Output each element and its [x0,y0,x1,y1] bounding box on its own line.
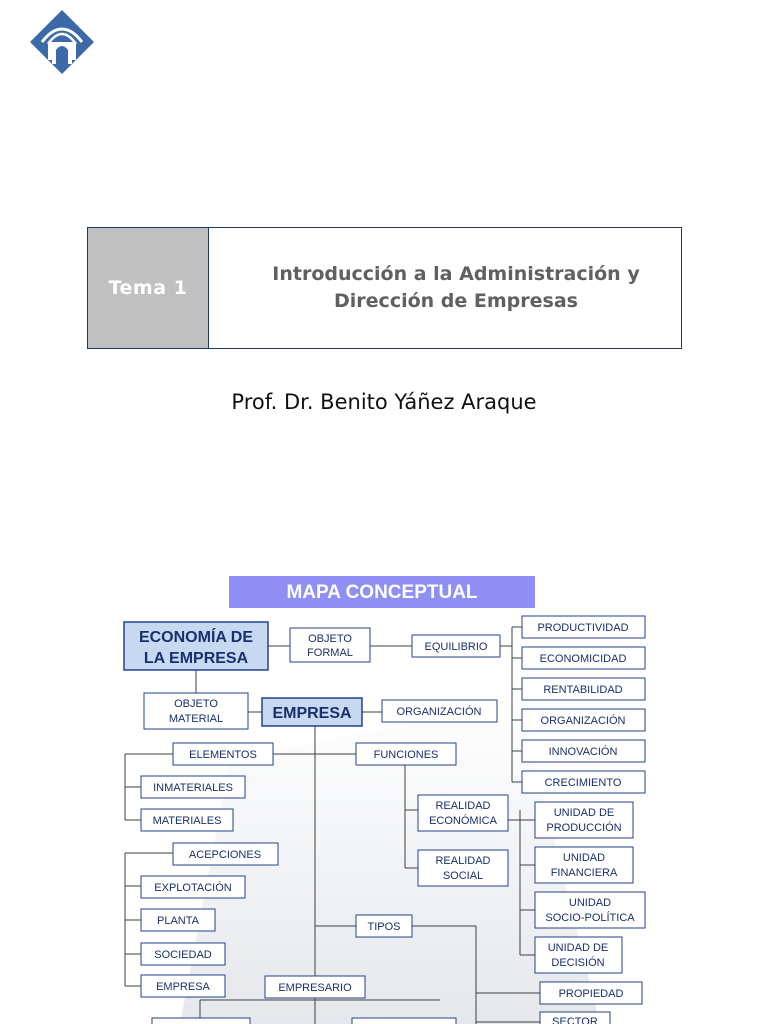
realidad-economica-line-2: ECONÓMICA [429,815,497,827]
unidad-line-2: PRODUCCIÓN [546,822,622,834]
acepciones-label: ACEPCIONES [188,849,262,861]
topic-title-box [87,227,682,349]
acepcion-item: SOCIEDAD [154,949,212,961]
realidad-economica-line-1: REALIDAD [435,800,491,812]
inmateriales-label: INMATERIALES [153,782,233,794]
materiales-label: MATERIALES [152,815,222,827]
elementos-label: ELEMENTOS [189,749,257,761]
university-crest-logo [28,8,96,76]
topic-title-line-2: Dirección de Empresas [334,290,578,312]
realidad-social-line-2: SOCIAL [442,870,484,882]
concept-map-diagram [0,570,768,1024]
empresario-label: EMPRESARIO [278,982,352,994]
unidad-line-1: UNIDAD DE [547,942,609,954]
sector-label: SECTOR [552,1016,598,1024]
topic-number: Tema 1 [88,228,209,348]
organizacion-label: ORGANIZACIÓN [396,706,482,718]
realidad-social-line-1: REALIDAD [435,855,491,867]
unidad-line-2: DECISIÓN [551,957,605,969]
criterion-item: INNOVACIÓN [548,746,618,758]
cutoff-box-left [152,1018,250,1024]
topic-title [209,228,681,348]
equilibrio-label: EQUILIBRIO [424,641,488,653]
objeto-material-line-2: MATERIAL [168,713,224,725]
criterion-item: ECONOMICIDAD [539,653,627,665]
unidad-line-2: FINANCIERA [550,867,618,879]
criterion-item: RENTABILIDAD [543,684,623,696]
criterion-item: PRODUCTIVIDAD [537,622,629,634]
acepcion-item: PLANTA [157,915,199,927]
objeto-formal-line-1: OBJETO [308,633,352,645]
author-name: Prof. Dr. Benito Yáñez Araque [231,390,537,414]
propiedad-label: PROPIEDAD [558,988,624,1000]
criterion-item: CRECIMIENTO [544,777,622,789]
unidad-line-2: SOCIO-POLÍTICA [545,912,635,924]
funciones-label: FUNCIONES [373,749,439,761]
unidad-line-1: UNIDAD DE [553,807,615,819]
criterion-item: ORGANIZACIÓN [540,715,626,727]
economia-line-2: LA EMPRESA [143,650,249,667]
objeto-formal-line-2: FORMAL [307,647,353,659]
topic-title-line-1: Introducción a la Administración y [272,263,640,285]
acepcion-item: EMPRESA [156,981,210,993]
economia-line-1: ECONOMÍA DE [138,629,254,646]
empresa-main-label: EMPRESA [272,705,352,722]
objeto-material-line-1: OBJETO [174,698,218,710]
cutoff-box-middle [352,1018,456,1024]
concept-map [0,570,768,1024]
tipos-label: TIPOS [367,921,401,933]
unidad-line-1: UNIDAD [562,852,606,864]
unidad-line-1: UNIDAD [568,897,612,909]
acepcion-item: EXPLOTACIÓN [154,882,232,894]
efficiency-criteria-list [522,616,645,793]
map-heading: MAPA CONCEPTUAL [286,582,478,603]
